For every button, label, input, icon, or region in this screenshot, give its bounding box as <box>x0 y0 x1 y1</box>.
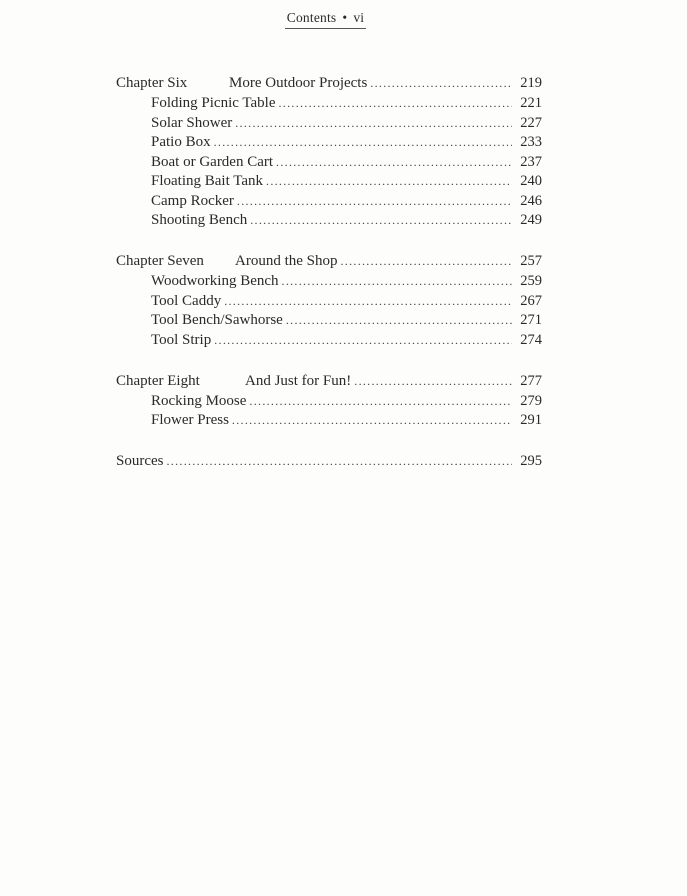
toc-entry-row[interactable] <box>116 94 542 114</box>
entry-title: Flower Press <box>151 412 229 428</box>
dot-leader <box>279 94 513 114</box>
toc-entry-row[interactable] <box>116 133 542 153</box>
dot-leader <box>370 72 512 94</box>
chapter-heading <box>116 250 338 272</box>
dot-leader <box>232 411 512 431</box>
toc-entry-row[interactable] <box>116 211 542 231</box>
page-number: 227 <box>520 114 542 131</box>
page-number: 240 <box>520 173 542 189</box>
page-number: 274 <box>520 331 542 348</box>
chapter-number: Chapter Eight <box>116 372 200 389</box>
page-number: 219 <box>520 75 542 91</box>
chapter-heading <box>116 72 367 94</box>
dot-leader <box>276 153 512 173</box>
dot-leader <box>266 172 512 192</box>
dot-leader <box>214 331 512 351</box>
toc-chapter-row[interactable] <box>116 370 542 392</box>
dot-leader <box>341 250 513 272</box>
chapter-heading <box>116 370 351 392</box>
page-number: 249 <box>520 212 542 228</box>
entry-title: Rocking Moose <box>151 392 247 409</box>
page-number: 271 <box>520 312 542 328</box>
entry-title: Floating Bait Tank <box>151 173 264 189</box>
toc-sources-row[interactable] <box>116 450 542 472</box>
page-number: 233 <box>520 134 542 150</box>
page-number: 259 <box>520 273 542 289</box>
chapter-number: Chapter Six <box>116 75 188 91</box>
section-spacer <box>116 350 542 370</box>
toc-entry-row[interactable] <box>116 114 542 134</box>
toc-entry-row[interactable] <box>116 331 542 351</box>
toc-entry-row[interactable] <box>116 311 542 331</box>
table-of-contents <box>116 72 542 472</box>
chapter-title: And Just for Fun! <box>245 372 352 389</box>
chapter-number: Chapter Seven <box>116 253 204 269</box>
entry-title: Tool Strip <box>151 331 212 348</box>
header-bullet: • <box>342 10 348 25</box>
page-number: 257 <box>520 253 542 269</box>
dot-leader <box>282 272 512 292</box>
toc-entry-row[interactable] <box>116 172 542 192</box>
entry-title: Folding Picnic Table <box>151 95 276 111</box>
page-number: 291 <box>520 412 542 428</box>
chapter-title: Around the Shop <box>235 253 338 269</box>
page-number: 221 <box>520 95 542 111</box>
chapter-title: More Outdoor Projects <box>229 75 368 91</box>
sources-title: Sources <box>116 453 164 469</box>
entry-title: Shooting Bench <box>151 212 248 228</box>
dot-leader <box>249 392 512 412</box>
header-page-numeral: vi <box>353 10 365 25</box>
running-header <box>0 10 651 29</box>
entry-title: Boat or Garden Cart <box>151 153 274 170</box>
entry-title: Solar Shower <box>151 114 233 131</box>
dot-leader <box>167 450 513 472</box>
dot-leader <box>354 370 512 392</box>
page-number: 237 <box>520 153 542 170</box>
toc-entry-row[interactable] <box>116 392 542 412</box>
toc-entry-row[interactable] <box>116 292 542 312</box>
page-number: 277 <box>520 372 542 389</box>
dot-leader <box>235 114 512 134</box>
page-number: 295 <box>520 453 542 469</box>
dot-leader <box>237 192 512 212</box>
page-number: 279 <box>520 392 542 409</box>
page-number: 246 <box>520 192 542 209</box>
toc-entry-row[interactable] <box>116 192 542 212</box>
toc-entry-row[interactable] <box>116 272 542 292</box>
page-number: 267 <box>520 292 542 309</box>
entry-title: Woodworking Bench <box>151 273 279 289</box>
entry-title: Patio Box <box>151 134 211 150</box>
dot-leader <box>214 133 512 153</box>
header-section-title: Contents <box>286 10 337 25</box>
toc-entry-row[interactable] <box>116 411 542 431</box>
dot-leader <box>286 311 512 331</box>
toc-chapter-row[interactable] <box>116 72 542 94</box>
entry-title: Tool Bench/Sawhorse <box>151 312 283 328</box>
toc-chapter-row[interactable] <box>116 250 542 272</box>
dot-leader <box>250 211 512 231</box>
entry-title: Tool Caddy <box>151 292 222 309</box>
section-spacer <box>116 231 542 251</box>
dot-leader <box>224 292 512 312</box>
running-header-text <box>285 10 366 29</box>
section-spacer <box>116 431 542 451</box>
toc-entry-row[interactable] <box>116 153 542 173</box>
entry-title: Camp Rocker <box>151 192 234 209</box>
